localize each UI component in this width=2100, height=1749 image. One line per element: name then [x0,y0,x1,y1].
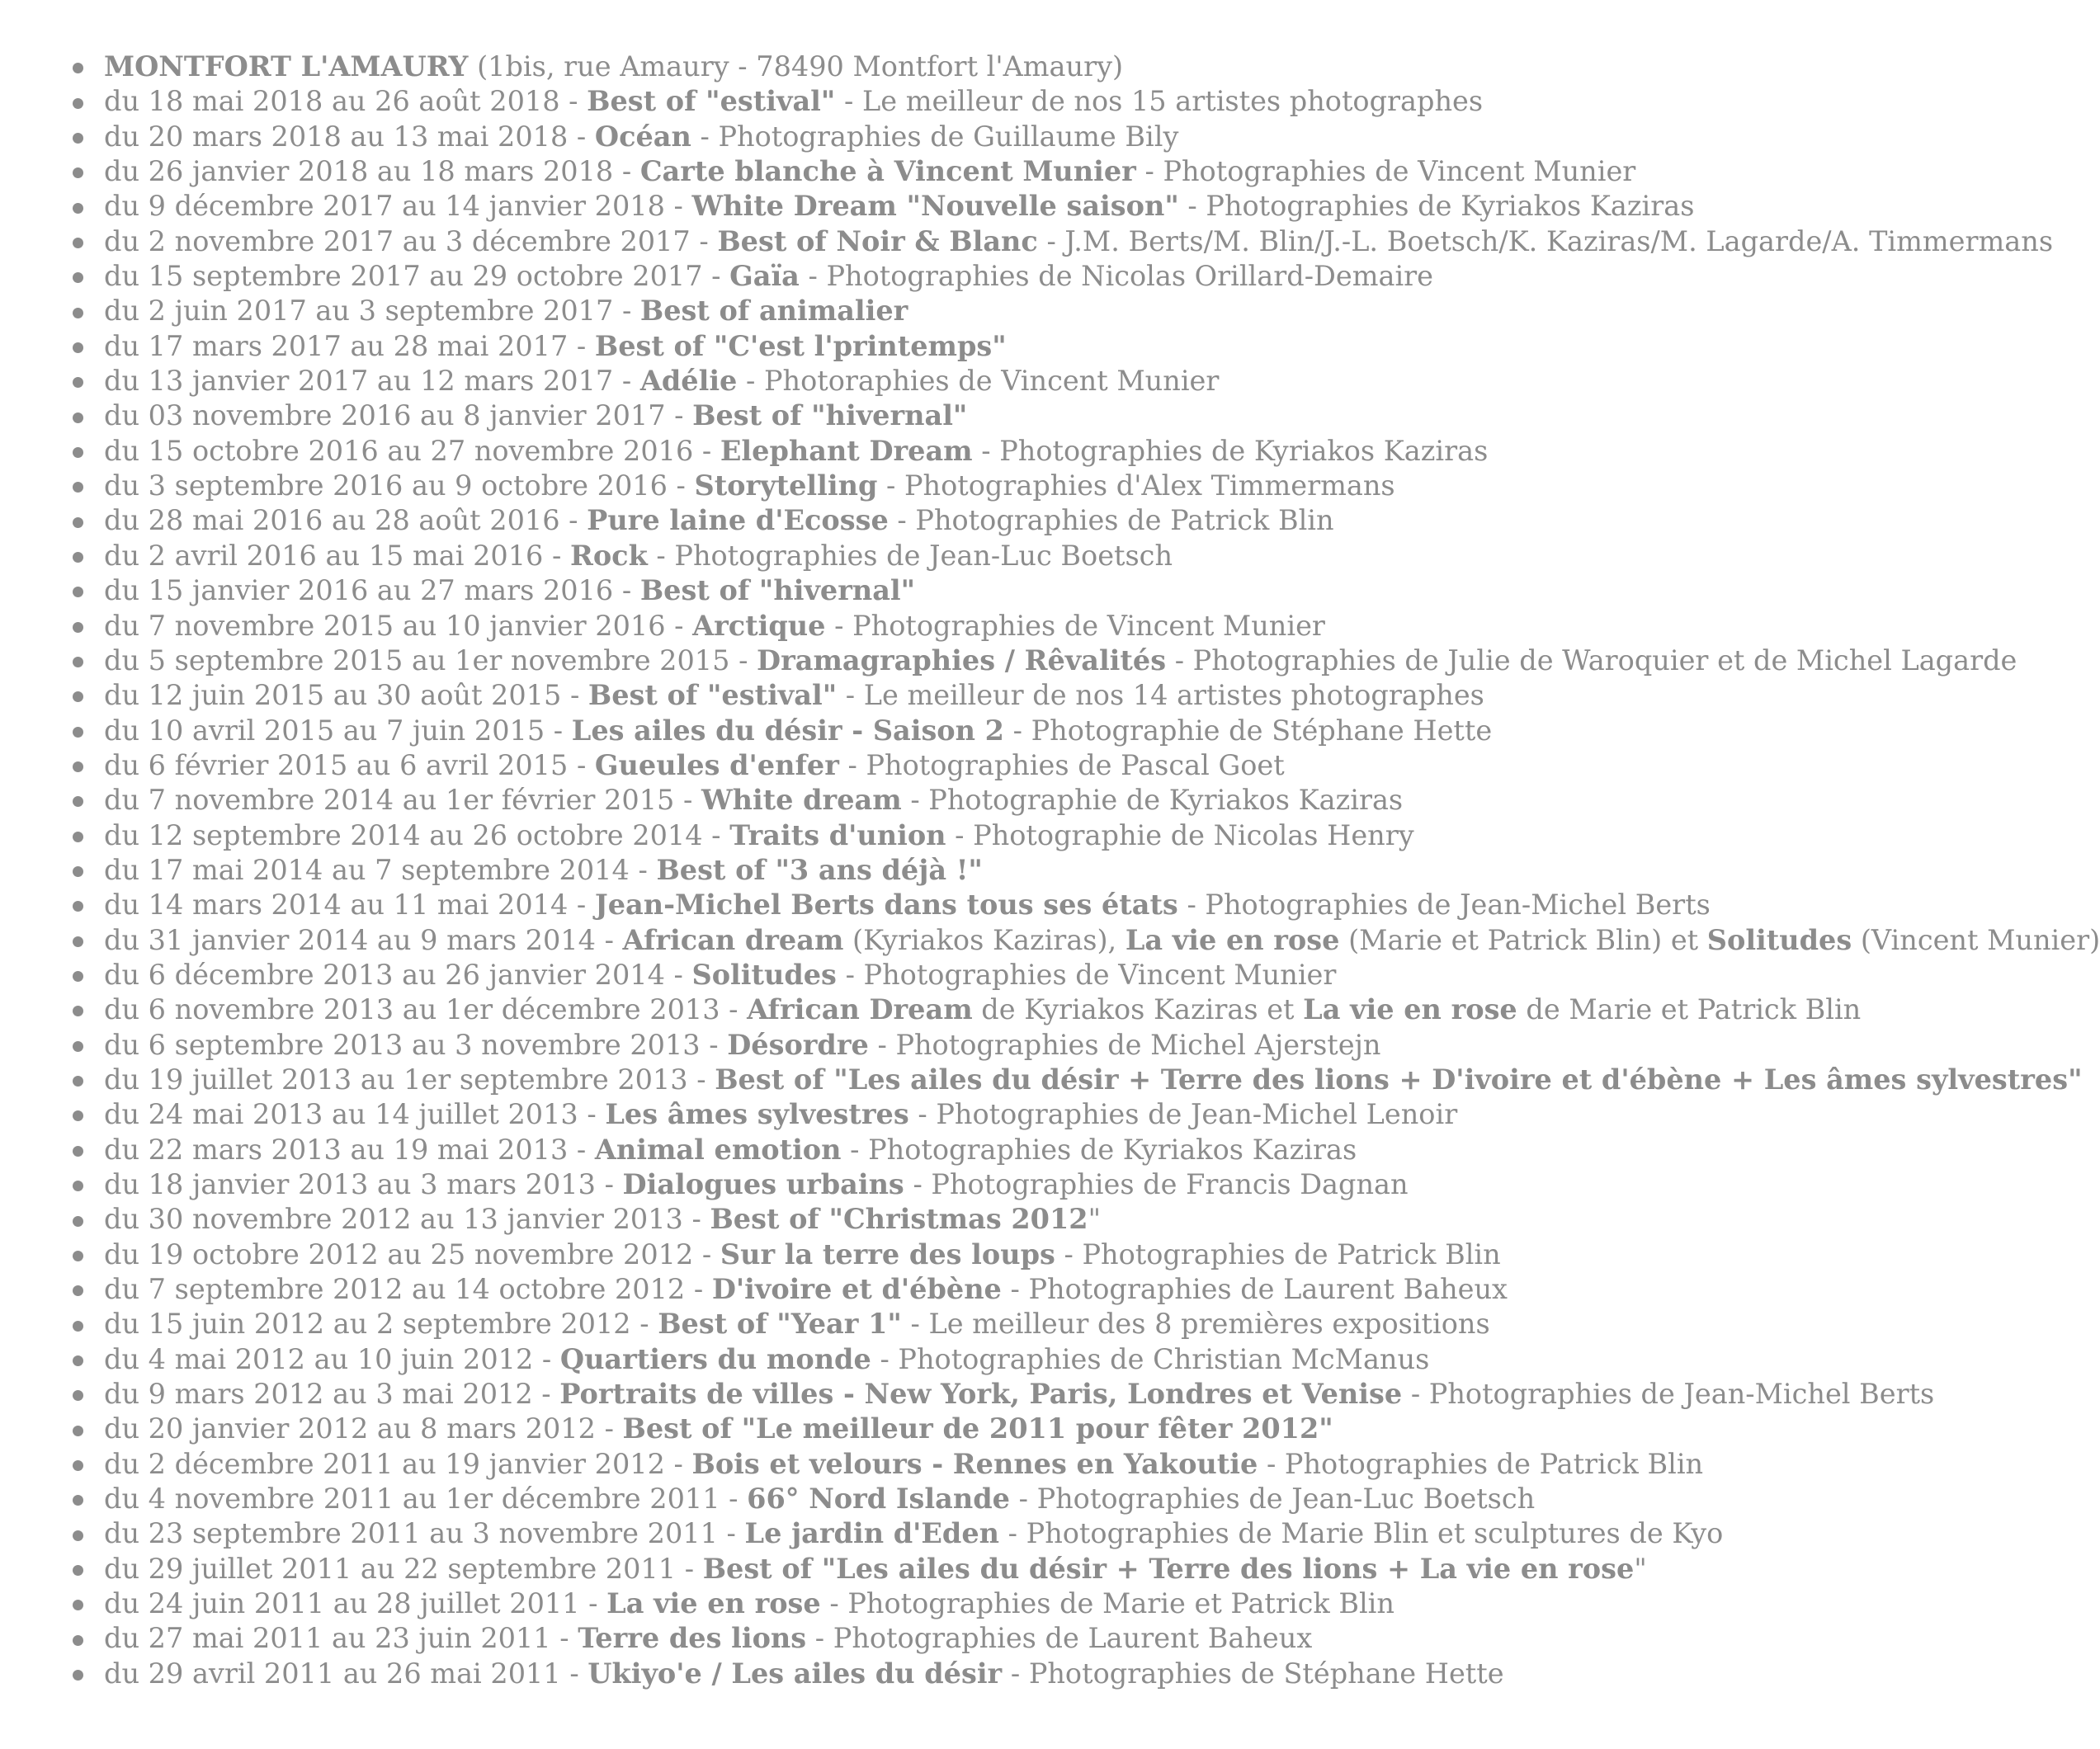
exhibition-text: du 18 janvier 2013 au 3 mars 2013 - [104,1168,623,1200]
exhibition-text: - Photographies de Guillaume Bily [691,120,1179,153]
exhibition-title: Best of "Les ailes du désir + Terre des lions + La vie en rose [702,1552,1635,1585]
exhibition-item [71,434,2035,469]
exhibition-item [71,120,2035,154]
exhibition-item [71,992,2035,1027]
exhibition-text: - Photographies de Kyriakos Kaziras [972,434,1489,467]
exhibition-text: du 03 novembre 2016 au 8 janvier 2017 - [104,399,693,432]
exhibition-text: du 15 juin 2012 au 2 septembre 2012 - [104,1308,658,1341]
exhibition-title: 66° Nord Islande [747,1483,1010,1516]
exhibition-text: - Photographies de Vincent Munier [1135,155,1636,188]
exhibition-title: Elephant Dream [720,434,973,467]
exhibition-title: Carte blanche à Vincent Munier [639,155,1136,188]
exhibition-title: Storytelling [694,469,878,502]
exhibition-text: du 2 novembre 2017 au 3 décembre 2017 - [104,224,718,257]
exhibition-title: Best of "3 ans déjà !" [656,853,983,886]
exhibition-item [71,1307,2035,1341]
exhibition-title: Dramagraphies / Rêvalités [757,644,1167,676]
exhibition-item [71,294,2035,328]
exhibition-text: " [1634,1552,1647,1585]
exhibition-text: - Le meilleur des 8 premières expositions [901,1308,1490,1341]
exhibition-title: Quartiers du monde [559,1342,871,1375]
exhibition-item [71,1482,2035,1516]
exhibition-text: du 28 mai 2016 au 28 août 2016 - [104,504,588,537]
exhibition-text: - Photographies de Laurent Baheux [1001,1273,1508,1306]
exhibition-text: du 20 mars 2018 au 13 mai 2018 - [104,120,595,153]
exhibition-item [71,84,2035,119]
exhibition-title: Best of Noir & Blanc [717,224,1038,257]
exhibition-title: Best of animalier [639,295,908,328]
exhibition-item [71,1586,2035,1621]
exhibition-text: - Photographies de Nicolas Orillard-Demaire [799,260,1434,293]
exhibition-text: - Photographies de Julie de Waroquier et de Michel Lagarde [1166,644,2017,676]
exhibition-text: du 15 septembre 2017 au 29 octobre 2017 - [104,260,730,293]
exhibition-text: du 24 mai 2013 au 14 juillet 2013 - [104,1098,606,1131]
exhibition-title: D'ivoire et d'ébène [711,1273,1002,1306]
exhibition-item [71,923,2100,958]
exhibition-item [71,1097,2035,1132]
exhibition-text: du 12 juin 2015 au 30 août 2015 - [104,679,588,712]
exhibition-title: Pure laine d'Ecosse [587,504,889,537]
exhibition-title: African Dream [747,993,973,1026]
exhibition-text: - Le meilleur de nos 15 artistes photographes [835,85,1484,118]
exhibition-item [71,1412,2035,1446]
exhibition-text: - Photographies de Jean-Luc Boetsch [1009,1483,1536,1516]
exhibition-text: du 9 mars 2012 au 3 mai 2012 - [104,1378,560,1411]
exhibition-item [71,154,2035,189]
exhibition-text: du 15 janvier 2016 au 27 mars 2016 - [104,574,640,607]
exhibition-text: " [1088,1203,1102,1236]
exhibition-item [71,1447,2035,1482]
exhibition-title: Portraits de villes - New York, Paris, Londres et Venise [559,1378,1403,1411]
exhibition-text: - Photoraphies de Vincent Munier [737,365,1220,398]
exhibition-text: - Photographies de Jean-Michel Berts [1177,889,1711,922]
exhibition-title: Best of "estival" [588,679,838,712]
exhibition-item [71,644,2035,678]
exhibition-title: Best of "Le meilleur de 2011 pour fêter 2012" [622,1412,1333,1445]
exhibition-item [71,888,2035,922]
exhibition-text: du 7 novembre 2015 au 10 janvier 2016 - [104,609,693,642]
exhibition-title: Arctique [692,609,826,642]
exhibition-text: du 6 septembre 2013 au 3 novembre 2013 - [104,1028,728,1061]
exhibition-text: du 6 février 2015 au 6 avril 2015 - [104,748,595,781]
exhibition-text: du 2 décembre 2011 au 19 janvier 2012 - [104,1447,692,1480]
exhibition-item [71,783,2035,818]
exhibition-title: Solitudes [1706,923,1852,956]
exhibition-text: de Kyriakos Kaziras et [972,993,1304,1026]
exhibition-title: Jean-Michel Berts dans tous ses états [594,889,1178,922]
exhibition-item [71,958,2035,992]
exhibition-title: Les ailes du désir - Saison 2 [571,714,1004,747]
exhibition-text: du 19 octobre 2012 au 25 novembre 2012 - [104,1238,720,1270]
exhibition-text: - Photographies de Vincent Munier [836,958,1337,991]
exhibition-title: La vie en rose [1303,993,1517,1026]
exhibition-item [71,1342,2035,1377]
exhibition-item [71,1238,2035,1272]
exhibition-text: du 4 novembre 2011 au 1er décembre 2011 - [104,1483,748,1516]
exhibition-text: (1bis, rue Amaury - 78490 Montfort l'Amaury) [468,50,1124,82]
exhibition-text: du 6 décembre 2013 au 26 janvier 2014 - [104,958,692,991]
exhibition-item [71,678,2035,713]
exhibition-text: - Photographies de Pascal Goet [838,748,1285,781]
exhibition-item [71,1063,2083,1097]
exhibition-text: du 29 juillet 2011 au 22 septembre 2011 - [104,1552,703,1585]
exhibition-title: Best of "hivernal" [692,399,968,432]
exhibition-item [71,224,2054,259]
exhibition-title: Best of "Les ailes du désir + Terre des lions + D'ivoire et d'ébène + Les âmes sylvestres" [715,1063,2083,1096]
exhibition-title: Best of "Christmas 2012 [710,1203,1088,1236]
exhibition-item [71,503,2035,538]
exhibition-text: - Photographies de Jean-Luc Boetsch [647,539,1173,572]
exhibition-text: - Photographies de Marie et Patrick Blin [820,1587,1394,1620]
exhibition-text: - Photographie de Stéphane Hette [1003,714,1493,747]
exhibition-text: (Vincent Munier) [1852,923,2100,956]
exhibition-text: - Photographies de Francis Dagnan [904,1168,1409,1200]
exhibition-item [71,329,2035,364]
exhibition-item [71,1272,2035,1307]
exhibition-text: du 5 septembre 2015 au 1er novembre 2015 - [104,644,757,676]
exhibition-item [71,1377,2035,1412]
exhibition-text: du 17 mai 2014 au 7 septembre 2014 - [104,853,657,886]
exhibition-text: - Photographies de Kyriakos Kaziras [841,1133,1357,1166]
exhibition-title: Best of "C'est l'printemps" [594,329,1007,362]
exhibition-item [71,539,2035,573]
exhibition-title: Bois et velours - Rennes en Yakoutie [691,1447,1258,1480]
exhibition-text: du 9 décembre 2017 au 14 janvier 2018 - [104,190,692,223]
exhibition-text: du 19 juillet 2013 au 1er septembre 2013 - [104,1063,715,1096]
exhibition-text: du 29 avril 2011 au 26 mai 2011 - [104,1657,588,1690]
exhibition-title: Best of "estival" [587,85,836,118]
exhibition-item [71,714,2035,748]
exhibition-text: - Photographies de Patrick Blin [1055,1238,1501,1270]
exhibition-text: - Photographies de Kyriakos Kaziras [1178,190,1695,223]
exhibition-text: - J.M. Berts/M. Blin/J.-L. Boetsch/K. Kaziras/M. Lagarde/A. Timmermans [1037,224,2054,257]
exhibition-item [71,398,2035,433]
exhibition-text: - Photographie de Kyriakos Kaziras [901,784,1404,817]
exhibition-text: (Kyriakos Kaziras), [843,923,1126,956]
exhibition-item [71,818,2035,853]
exhibition-text: du 4 mai 2012 au 10 juin 2012 - [104,1342,560,1375]
exhibition-text: du 10 avril 2015 au 7 juin 2015 - [104,714,572,747]
exhibition-text: du 18 mai 2018 au 26 août 2018 - [104,85,588,118]
exhibition-title: Traits d'union [729,818,946,851]
exhibition-title: Océan [594,120,691,153]
exhibition-title: Terre des lions [578,1622,807,1655]
exhibition-title: Ukiyo'e / Les ailes du désir [588,1657,1003,1690]
exhibition-text: - Le meilleur de nos 14 artistes photographes [837,679,1484,712]
exhibition-text: de Marie et Patrick Blin [1517,993,1862,1026]
exhibition-title: Rock [569,539,648,572]
exhibition-title: Gueules d'enfer [594,748,839,781]
exhibition-text: du 12 septembre 2014 au 26 octobre 2014 - [104,818,730,851]
exhibition-text: - Photographies de Stéphane Hette [1002,1657,1504,1690]
exhibition-text: - Photographies d'Alex Timmermans [877,469,1395,502]
exhibition-text: du 15 octobre 2016 au 27 novembre 2016 - [104,434,720,467]
exhibition-text: du 27 mai 2011 au 23 juin 2011 - [104,1622,578,1655]
exhibition-item [71,259,2035,294]
exhibition-title: African dream [622,923,844,956]
gallery-address-item [71,50,2035,84]
exhibition-text: du 24 juin 2011 au 28 juillet 2011 - [104,1587,607,1620]
exhibition-text: - Photographies de Marie Blin et sculptures de Kyo [999,1517,1724,1550]
exhibition-item [71,1516,2035,1551]
exhibition-text: du 2 juin 2017 au 3 septembre 2017 - [104,295,640,328]
exhibition-title: White dream [701,784,902,817]
exhibition-title: Désordre [727,1028,869,1061]
exhibition-item [71,1167,2035,1202]
exhibition-item [71,748,2035,783]
exhibition-item [71,573,2035,608]
exhibition-item [71,1028,2035,1063]
exhibition-text: - Photographies de Jean-Michel Lenoir [908,1098,1458,1131]
exhibition-text: - Photographies de Patrick Blin [888,504,1334,537]
exhibition-text: - Photographies de Vincent Munier [825,609,1325,642]
exhibition-text: (Marie et Patrick Blin) et [1339,923,1707,956]
exhibition-title: Dialogues urbains [622,1168,904,1200]
exhibition-title: White Dream "Nouvelle saison" [691,190,1179,223]
exhibition-text: du 7 novembre 2014 au 1er février 2015 - [104,784,701,817]
exhibition-title: Best of "Year 1" [658,1308,902,1341]
exhibition-title: Best of "hivernal" [639,574,916,607]
exhibition-text: du 2 avril 2016 au 15 mai 2016 - [104,539,570,572]
exhibition-list [71,50,2100,1691]
exhibition-text: du 7 septembre 2012 au 14 octobre 2012 - [104,1273,712,1306]
exhibition-item [71,609,2035,644]
exhibition-text: du 14 mars 2014 au 11 mai 2014 - [104,889,595,922]
exhibition-item [71,469,2035,503]
exhibition-text: du 23 septembre 2011 au 3 novembre 2011 - [104,1517,745,1550]
exhibition-item [71,1657,2035,1691]
gallery-name: MONTFORT L'AMAURY [104,50,469,82]
exhibition-text: du 20 janvier 2012 au 8 mars 2012 - [104,1412,623,1445]
exhibition-title: Gaïa [729,260,800,293]
exhibition-title: Le jardin d'Eden [744,1517,1000,1550]
exhibition-title: Adélie [639,365,738,398]
exhibition-item [71,1621,2035,1656]
exhibition-title: Solitudes [691,958,837,991]
exhibition-item [71,853,2035,888]
exhibition-text: du 17 mars 2017 au 28 mai 2017 - [104,329,595,362]
exhibition-title: Sur la terre des loups [720,1238,1055,1270]
exhibition-text: - Photographie de Nicolas Henry [946,818,1414,851]
exhibition-text: - Photographies de Laurent Baheux [806,1622,1313,1655]
exhibition-text: du 13 janvier 2017 au 12 mars 2017 - [104,365,640,398]
exhibition-text: du 3 septembre 2016 au 9 octobre 2016 - [104,469,695,502]
exhibition-item [71,1202,2035,1237]
exhibition-title: Les âmes sylvestres [605,1098,909,1131]
exhibition-title: La vie en rose [606,1587,821,1620]
exhibition-text: du 31 janvier 2014 au 9 mars 2014 - [104,923,623,956]
exhibition-text: du 6 novembre 2013 au 1er décembre 2013 - [104,993,748,1026]
exhibition-text: - Photographies de Patrick Blin [1258,1447,1704,1480]
exhibition-title: La vie en rose [1125,923,1340,956]
exhibition-text: du 26 janvier 2018 au 18 mars 2018 - [104,155,640,188]
exhibition-item [71,364,2035,398]
exhibition-title: Animal emotion [594,1133,842,1166]
exhibition-text: du 22 mars 2013 au 19 mai 2013 - [104,1133,595,1166]
exhibition-text: - Photographies de Michel Ajerstejn [868,1028,1381,1061]
exhibition-item [71,189,2035,224]
exhibition-item [71,1552,2035,1586]
exhibition-text: - Photographies de Christian McManus [871,1342,1430,1375]
exhibition-text: - Photographies de Jean-Michel Berts [1402,1378,1935,1411]
exhibition-text: du 30 novembre 2012 au 13 janvier 2013 - [104,1203,710,1236]
exhibition-item [71,1133,2035,1167]
